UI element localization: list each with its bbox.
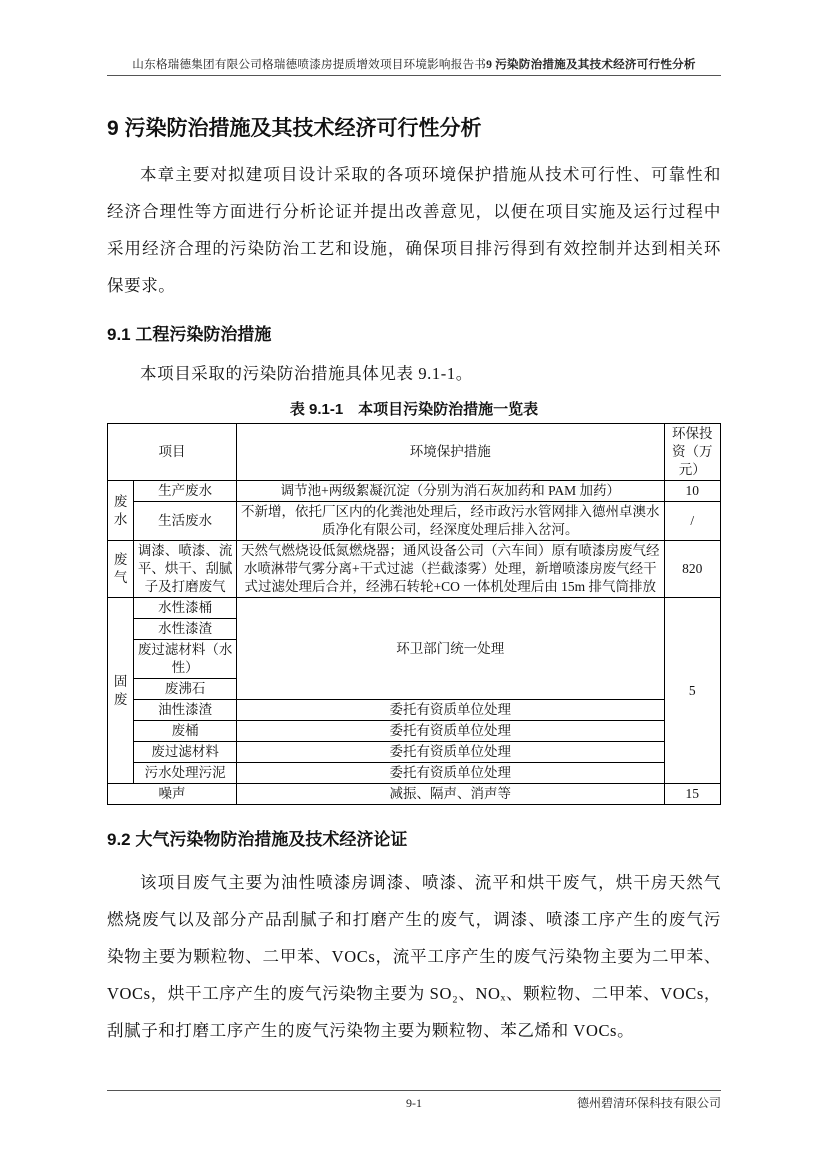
cell-item: 废桶	[134, 721, 237, 742]
table-row	[108, 502, 721, 541]
cell-item: 调漆、喷漆、流平、烘干、刮腻子及打磨废气	[134, 541, 237, 598]
cell-item: 废沸石	[134, 679, 237, 700]
table-row	[108, 598, 721, 619]
cell-item: 生产废水	[134, 481, 237, 502]
running-header	[107, 56, 721, 76]
cell-item: 污水处理污泥	[134, 763, 237, 784]
cell-measure: 天然气燃烧设低氮燃烧器；通风设备公司（六车间）原有喷漆房废气经水喷淋带气雾分离+干式过滤（拦截漆雾）处理，新增喷漆房废气经干式过滤处理后合并，经沸石转轮+CO 一体机处理后由 15m 排气筒排放	[237, 541, 664, 598]
cell-investment: 15	[664, 784, 720, 805]
cell-item-noise: 噪声	[108, 784, 237, 805]
section-9-1-title: 9.1 工程污染防治措施	[107, 325, 272, 344]
cell-measure: 委托有资质单位处理	[237, 742, 664, 763]
running-header-doc-title: 山东格瑞德集团有限公司格瑞德喷漆房提质增效项目环境影响报告书	[132, 58, 487, 71]
table-row	[108, 742, 721, 763]
table-row	[108, 700, 721, 721]
cell-measure: 减振、隔声、消声等	[237, 784, 664, 805]
group-label-gas: 废气	[108, 541, 134, 598]
header-cell-investment: 环保投资（万元）	[664, 424, 720, 481]
cell-item: 废过滤材料（水性）	[134, 640, 237, 679]
cell-measure: 委托有资质单位处理	[237, 763, 664, 784]
chapter-intro-paragraph: 本章主要对拟建项目设计采取的各项环境保护措施从技术可行性、可靠性和经济合理性等方面进行分析论证并提出改善意见，以便在项目实施及运行过程中采用经济合理的污染防治工艺和设施，确保项目排污得到有效控制并达到相关环保要求。	[107, 165, 721, 295]
cell-measure: 调节池+两级絮凝沉淀（分别为消石灰加药和 PAM 加药）	[237, 481, 664, 502]
footer-company-name: 德州碧清环保科技有限公司	[576, 1096, 721, 1110]
header-cell-item: 项目	[108, 424, 237, 481]
page-content	[107, 0, 721, 1049]
table-row	[108, 481, 721, 502]
section-9-2-paragraph: 该项目废气主要为油性喷漆房调漆、喷漆、流平和烘干废气，烘干房天然气燃烧废气以及部分产品刮腻子和打磨产生的废气，调漆、喷漆工序产生的废气污染物主要为颗粒物、二甲苯、VOCs，流平工序产生的废气污染物主要为二甲苯、VOCs，烘干工序产生的废气污染物主要为 SO₂、NOₓ、颗粒物、二甲苯、VOCs，刮腻子和打磨工序产生的废气污染物主要为颗粒物、苯乙烯和 VOCs。	[107, 873, 721, 1040]
pollution-measures-table	[107, 423, 721, 805]
page-footer	[107, 1090, 721, 1111]
cell-item: 水性漆桶	[134, 598, 237, 619]
cell-measure: 不新增，依托厂区内的化粪池处理后，经市政污水管网排入德州卓澳水质净化有限公司，经深度处理后排入岔河。	[237, 502, 664, 541]
cell-item: 水性漆渣	[134, 619, 237, 640]
cell-investment: 10	[664, 481, 720, 502]
cell-investment-solid: 5	[664, 598, 720, 784]
table-caption: 表 9.1-1 本项目污染防治措施一览表	[289, 401, 539, 418]
section-9-1-intro: 本项目采取的污染防治措施具体见表 9.1-1。	[140, 364, 473, 383]
group-label-solid-waste: 固废	[108, 598, 134, 784]
cell-item: 废过滤材料	[134, 742, 237, 763]
running-header-chapter-ref: 9 污染防治措施及其技术经济可行性分析	[486, 58, 696, 71]
table-row	[108, 763, 721, 784]
page-number: 9-1	[406, 1096, 422, 1110]
chapter-title: 9 污染防治措施及其技术经济可行性分析	[107, 117, 482, 140]
section-9-2-title: 9.2 大气污染物防治措施及技术经济论证	[107, 830, 408, 849]
cell-measure-sanitation: 环卫部门统一处理	[237, 598, 664, 700]
cell-investment: /	[664, 502, 720, 541]
cell-item: 生活废水	[134, 502, 237, 541]
table-row	[108, 541, 721, 598]
cell-investment: 820	[664, 541, 720, 598]
table-header-row	[108, 424, 721, 481]
cell-measure: 委托有资质单位处理	[237, 721, 664, 742]
header-cell-measure: 环境保护措施	[237, 424, 664, 481]
table-row	[108, 784, 721, 805]
table-row	[108, 721, 721, 742]
cell-item: 油性漆渣	[134, 700, 237, 721]
cell-measure: 委托有资质单位处理	[237, 700, 664, 721]
group-label-wastewater: 废水	[108, 481, 134, 541]
